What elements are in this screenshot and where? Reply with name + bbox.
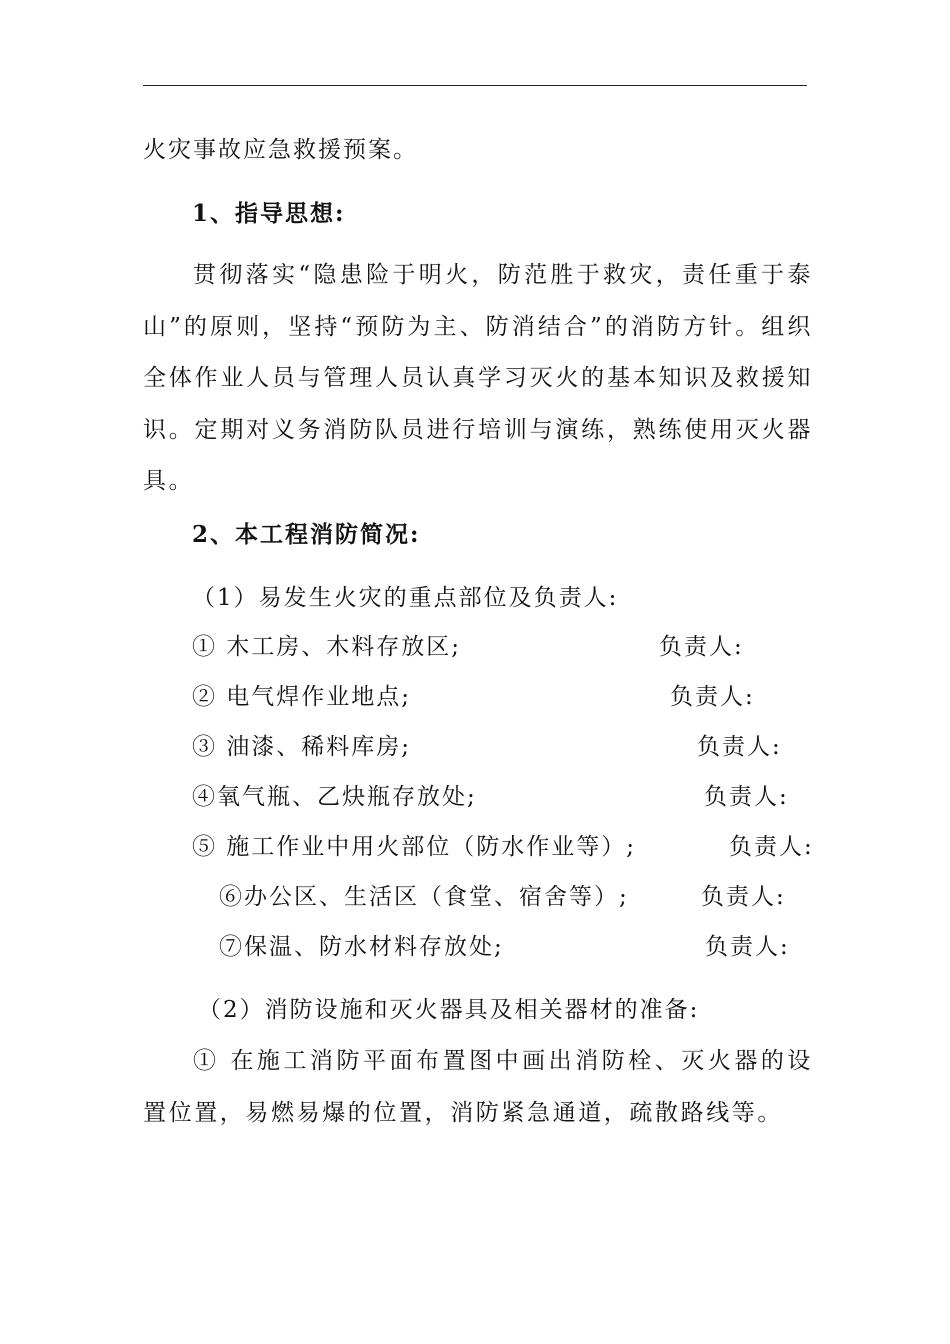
location-item-3: ③ 油漆、稀料库房; bbox=[192, 734, 412, 760]
subsection-1-title: （1）易发生火灾的重点部位及负责人: bbox=[192, 585, 619, 611]
section-1-heading: 1、指导思想: bbox=[192, 200, 346, 227]
owner-label-4: 负责人: bbox=[704, 784, 789, 810]
owner-label-7: 负责人: bbox=[705, 934, 790, 960]
location-item-1: ① 木工房、木料存放区; bbox=[192, 634, 462, 660]
owner-label-6: 负责人: bbox=[701, 884, 786, 910]
owner-label-2: 负责人: bbox=[670, 684, 755, 710]
header-rule bbox=[143, 85, 807, 86]
section-1-paragraph: 贯彻落实“隐患险于明火，防范胜于救灾，责任重于泰山”的原则，坚持“预防为主、防消结合”的消防方针。组织全体作业人员与管理人员认真学习灭火的基本知识及救援知识。定期对义务消防队员进行培训与演练，熟练使用灭火器具。 bbox=[143, 262, 813, 494]
intro-line: 火灾事故应急救援预案。 bbox=[143, 137, 418, 163]
owner-label-3: 负责人: bbox=[697, 734, 782, 760]
location-item-5: ⑤ 施工作业中用火部位（防水作业等）; bbox=[192, 834, 637, 860]
location-item-4: ④氧气瓶、乙炔瓶存放处; bbox=[192, 784, 477, 810]
owner-label-5: 负责人: bbox=[729, 834, 814, 860]
subsection-2-title: （2）消防设施和灭火器具及相关器材的准备: bbox=[198, 997, 700, 1023]
location-item-6: ⑥办公区、生活区（食堂、宿舍等）; bbox=[219, 884, 629, 910]
subsection-2-paragraph: ① 在施工消防平面布置图中画出消防栓、灭火器的设置位置，易燃易爆的位置，消防紧急通道，疏散路线等。 bbox=[143, 1048, 813, 1126]
owner-label-1: 负责人: bbox=[659, 634, 744, 660]
section-2-heading: 2、本工程消防简况: bbox=[192, 521, 421, 548]
location-item-7: ⑦保温、防水材料存放处; bbox=[219, 934, 504, 960]
location-item-2: ② 电气焊作业地点; bbox=[192, 684, 412, 710]
